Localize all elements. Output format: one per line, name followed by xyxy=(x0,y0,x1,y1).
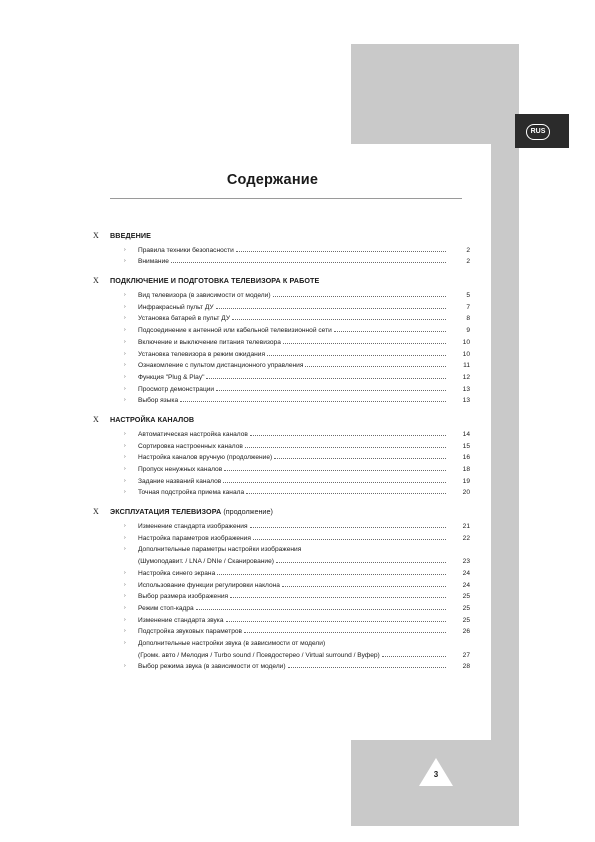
dot-leader xyxy=(382,656,446,657)
dot-leader xyxy=(236,251,446,252)
page-title: Содержание xyxy=(226,172,319,188)
bullet-marker: › xyxy=(124,477,126,484)
toc-entry-label: Ознакомление с пультом дистанционного управления xyxy=(138,362,304,370)
toc-entry[interactable] xyxy=(93,612,470,624)
toc-entry-label: Режим стоп-кадра xyxy=(138,604,194,612)
decor-gray-block-top xyxy=(351,44,519,144)
toc-entry-label: Выбор языка xyxy=(138,397,179,405)
toc-entry-page: 5 xyxy=(466,292,470,300)
dot-leader xyxy=(250,435,446,436)
bullet-marker: › xyxy=(124,616,126,623)
section-title: ВВЕДЕНИЕ xyxy=(110,230,152,240)
toc-entry[interactable] xyxy=(93,553,470,565)
dot-leader xyxy=(180,401,446,402)
toc-entry-page: 18 xyxy=(462,466,470,473)
toc-entry-label: (Шумоподавит. / LNA / DNIe / Сканирование) xyxy=(138,558,274,566)
toc-entry-label: Инфракрасный пульт ДУ xyxy=(138,303,214,311)
toc-entry-page: 19 xyxy=(462,477,470,485)
bullet-marker: › xyxy=(124,639,126,646)
toc-entry-label: Настройка параметров изображения xyxy=(138,534,251,542)
table-of-contents xyxy=(93,228,470,678)
bullet-marker: › xyxy=(124,454,126,461)
toc-entry-page: 2 xyxy=(466,246,470,254)
bullet-marker: › xyxy=(124,581,126,588)
toc-entry[interactable] xyxy=(93,334,470,346)
bullet-marker: › xyxy=(124,628,126,635)
toc-entry[interactable] xyxy=(93,450,470,462)
toc-entry-page: 9 xyxy=(466,327,470,335)
language-badge: RUS xyxy=(526,124,550,140)
toc-section xyxy=(93,504,470,670)
toc-section-heading xyxy=(93,504,470,518)
toc-entry-label: Функция "Plug & Play" xyxy=(138,373,205,381)
section-title: ПОДКЛЮЧЕНИЕ И ПОДГОТОВКА ТЕЛЕВИЗОРА К РАБОТЕ xyxy=(110,275,320,285)
bullet-marker: › xyxy=(124,373,126,380)
bullet-marker: › xyxy=(124,397,126,404)
toc-entry-label: Пропуск ненужных каналов xyxy=(138,466,223,473)
toc-entry[interactable] xyxy=(93,542,470,554)
bullet-marker: › xyxy=(124,315,126,322)
title-divider xyxy=(110,198,462,199)
bullet-marker: › xyxy=(124,442,126,449)
bullet-marker: › xyxy=(124,350,126,357)
toc-section xyxy=(93,228,470,265)
toc-entry[interactable] xyxy=(93,438,470,450)
dot-leader xyxy=(223,482,446,483)
toc-section-heading xyxy=(93,228,470,242)
bullet-marker: › xyxy=(124,604,126,611)
dot-leader xyxy=(282,586,446,587)
bullet-marker: › xyxy=(124,258,126,265)
bullet-marker: › xyxy=(124,489,126,496)
toc-section xyxy=(93,412,470,496)
toc-entry[interactable] xyxy=(93,473,470,485)
dot-leader xyxy=(276,562,446,563)
decor-gray-strip-right xyxy=(491,144,519,740)
toc-entry[interactable] xyxy=(93,426,470,438)
toc-entry-page: 14 xyxy=(462,430,470,438)
toc-entry[interactable] xyxy=(93,461,470,473)
toc-entry-page: 27 xyxy=(462,651,470,659)
dot-leader xyxy=(196,609,446,610)
toc-entry[interactable] xyxy=(93,381,470,393)
toc-entry-label: Выбор размера изображения xyxy=(138,593,229,601)
toc-entry-label: Установка батарей в пульт ДУ xyxy=(138,315,231,323)
dot-leader xyxy=(216,308,446,309)
dot-leader xyxy=(267,355,446,356)
bullet-marker: › xyxy=(124,663,126,670)
bullet-marker: › xyxy=(124,546,126,553)
bullet-marker: › xyxy=(124,523,126,530)
toc-entry-label: Вид телевизора (в зависимости от модели) xyxy=(138,292,271,300)
dot-leader xyxy=(283,343,446,344)
toc-entry[interactable] xyxy=(93,287,470,299)
toc-entry[interactable] xyxy=(93,242,470,254)
toc-entry[interactable] xyxy=(93,346,470,358)
dot-leader xyxy=(250,527,446,528)
toc-entry-page: 10 xyxy=(462,338,470,346)
toc-entry[interactable] xyxy=(93,647,470,659)
toc-entry[interactable] xyxy=(93,358,470,370)
toc-entry-label: Включение и выключение питания телевизора xyxy=(138,338,281,346)
toc-entry-label: Выбор режима звука (в зависимости от модели) xyxy=(138,663,286,671)
toc-entry-page: 25 xyxy=(462,616,470,624)
toc-section-heading xyxy=(93,412,470,426)
bullet-marker: › xyxy=(124,534,126,541)
toc-entry-page: 13 xyxy=(462,385,470,393)
section-marker: X xyxy=(93,414,99,424)
dot-leader xyxy=(288,667,446,668)
toc-entry[interactable] xyxy=(93,530,470,542)
toc-entry-label: Изменение стандарта изображения xyxy=(138,523,248,531)
dot-leader xyxy=(226,621,446,622)
toc-entry-label: Внимание xyxy=(138,258,169,266)
toc-entry[interactable] xyxy=(93,659,470,671)
toc-entry[interactable] xyxy=(93,565,470,577)
dot-leader xyxy=(246,493,446,494)
toc-entry-page: 10 xyxy=(462,350,470,358)
toc-entry-label: Точная подстройка приема канала xyxy=(138,489,245,497)
toc-entry-page: 13 xyxy=(462,397,470,405)
bullet-marker: › xyxy=(124,385,126,392)
toc-entry[interactable] xyxy=(93,635,470,647)
toc-entry[interactable] xyxy=(93,322,470,334)
section-title: ЭКСПЛУАТАЦИЯ ТЕЛЕВИЗОРА xyxy=(110,506,222,516)
toc-entry-label: Просмотр демонстрации xyxy=(138,385,215,393)
dot-leader xyxy=(244,632,446,633)
dot-leader xyxy=(274,458,446,459)
toc-entry-page: 26 xyxy=(462,628,470,636)
section-marker: X xyxy=(93,230,99,240)
toc-entry-label: Подсоединение к антенной или кабельной телевизионной сети xyxy=(138,327,332,335)
dot-leader xyxy=(217,574,446,575)
toc-entry-page: 2 xyxy=(466,258,470,266)
toc-entry[interactable] xyxy=(93,600,470,612)
toc-entry[interactable] xyxy=(93,299,470,311)
toc-entry[interactable] xyxy=(93,393,470,405)
toc-entry-page: 20 xyxy=(462,489,470,497)
toc-entry[interactable] xyxy=(93,485,470,497)
toc-entry-label: Настройка синего экрана xyxy=(138,569,216,577)
bullet-marker: › xyxy=(124,593,126,600)
dot-leader xyxy=(245,447,446,448)
toc-entry-page: 28 xyxy=(462,663,470,671)
toc-entry-page: 11 xyxy=(463,362,470,370)
toc-entry[interactable] xyxy=(93,589,470,601)
bullet-marker: › xyxy=(124,466,126,472)
toc-entry[interactable] xyxy=(93,254,470,266)
toc-entry-label: Изменение стандарта звука xyxy=(138,616,224,624)
dot-leader xyxy=(232,319,446,320)
bullet-marker: › xyxy=(124,338,126,345)
dot-leader xyxy=(273,296,446,297)
dot-leader xyxy=(305,366,446,367)
section-title: НАСТРОЙКА КАНАЛОВ xyxy=(110,414,195,424)
toc-entry-page: 24 xyxy=(462,581,470,589)
toc-entry-label: Сортировка настроенных каналов xyxy=(138,442,243,450)
section-marker: X xyxy=(93,275,99,285)
toc-entry[interactable] xyxy=(93,369,470,381)
toc-entry[interactable] xyxy=(93,624,470,636)
toc-entry-label: Задание названий каналов xyxy=(138,477,222,485)
section-marker: X xyxy=(93,506,99,516)
toc-entry-label: Дополнительные настройки звука (в зависимости от модели) xyxy=(138,639,326,647)
toc-entry-page: 25 xyxy=(462,593,470,601)
toc-entry-page: 12 xyxy=(462,373,470,381)
toc-section xyxy=(93,273,470,404)
bullet-marker: › xyxy=(124,362,126,369)
toc-entry[interactable] xyxy=(93,518,470,530)
toc-entry[interactable] xyxy=(93,311,470,323)
bullet-marker: › xyxy=(124,303,126,310)
toc-entry-page: 16 xyxy=(462,454,470,462)
page-number: 3 xyxy=(433,770,439,779)
dot-leader xyxy=(230,597,446,598)
toc-entry[interactable] xyxy=(93,577,470,589)
dot-leader xyxy=(224,470,446,471)
dot-leader xyxy=(216,390,446,391)
toc-entry-page: 8 xyxy=(466,315,470,323)
toc-entry-page: 23 xyxy=(462,558,470,566)
toc-entry-page: 24 xyxy=(462,569,470,577)
toc-entry-page: 7 xyxy=(466,303,470,311)
bullet-marker: › xyxy=(124,292,126,299)
toc-entry-label: Использование функции регулировки наклона xyxy=(138,581,280,589)
bullet-marker: › xyxy=(124,327,126,334)
toc-entry-label: Установка телевизора в режим ожидания xyxy=(138,350,266,358)
toc-entry-label: (Громк. авто / Мелодия / Turbo sound / Псевдостерео / Virtual surround / Вуфер) xyxy=(138,651,380,659)
bullet-marker: › xyxy=(124,246,126,253)
toc-entry-label: Правила техники безопасности xyxy=(138,246,234,254)
section-note: (продолжение) xyxy=(223,506,273,516)
toc-entry-label: Автоматическая настройка каналов xyxy=(138,430,248,438)
dot-leader xyxy=(253,539,446,540)
toc-entry-label: Настройка каналов вручную (продолжение) xyxy=(138,454,273,462)
toc-entry-page: 22 xyxy=(462,534,470,542)
toc-entry-page: 21 xyxy=(462,523,470,531)
dot-leader xyxy=(206,378,446,379)
toc-entry-label: Дополнительные параметры настройки изображения xyxy=(138,546,302,554)
dot-leader xyxy=(334,331,446,332)
toc-entry-label: Подстройка звуковых параметров xyxy=(138,628,243,636)
bullet-marker: › xyxy=(124,569,126,576)
bullet-marker: › xyxy=(124,430,126,437)
toc-section-heading xyxy=(93,273,470,287)
dot-leader xyxy=(171,262,446,263)
toc-entry-page: 25 xyxy=(462,604,470,612)
toc-entry-page: 15 xyxy=(462,442,470,450)
